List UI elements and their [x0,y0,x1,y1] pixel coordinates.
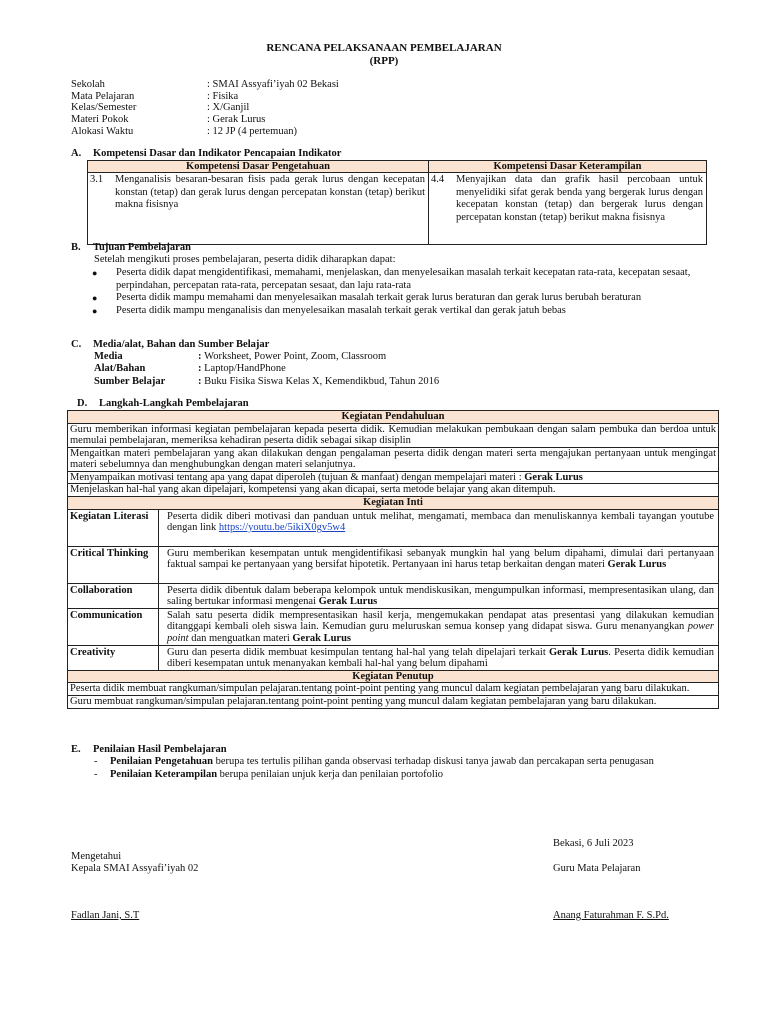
kd-keterampilan-cell [429,173,707,245]
materi-emphasis: Gerak Lurus [318,596,378,608]
kompetensi-table [87,160,707,245]
list-item: ● Peserta didik mampu memahami dan menyelesaikan masalah terkait gerak lurus beraturan dan gerak lurus berubah beraturan [92,292,642,304]
section-number: B. [71,242,81,253]
kd-number: 4.4 [431,174,445,185]
kd-text: Menyajikan data dan grafik hasil percobaan untuk menyelidiki sifat gerak benda yang bergerak lurus dengan kecepatan konstan (tetap) dan bergerak lurus dengan percepatan konstan (tetap) berikut makna fisisnya [456,174,703,223]
signature-name-kepala: Fadlan Jani, S.T [71,910,140,921]
identity-value: : SMAI Assyafi’iyah 02 Bekasi [207,79,339,90]
activity-label: Communication [68,608,159,645]
pendahuluan-header: Kegiatan Pendahuluan [68,411,719,424]
activity-description: Guru memberikan kesempatan untuk mengidentifikasi sebanyak mungkin hal yang belum dipahami, dimulai dari pertanyaan faktual sampai ke pertanyaan yang bersifat hipotetik. Pertanyaan ini harus tetap berkaitan dengan materi Gerak Lurus [159,546,719,583]
identity-label: Alokasi Waktu [71,125,134,137]
identity-value: : Fisika [207,90,239,102]
kd-keterampilan-header: Kompetensi Dasar Keterampilan [429,161,707,173]
materi-emphasis: Gerak Lurus [549,646,609,658]
signature-kepala-title: Kepala SMAI Assyafi’iyah 02 [71,863,199,874]
dash-icon: - [94,756,98,767]
identity-row [71,114,339,126]
section-b-heading [71,242,191,255]
signature-mengetahui: Mengetahui [71,851,122,862]
media-value: : Buku Fisika Siswa Kelas X, Kemendikbud, Tahun 2016 [198,376,439,388]
bullet-icon: ● [92,305,98,316]
media-row [94,363,439,375]
bullet-icon: ● [92,293,98,304]
list-item: ● Peserta didik mampu menganalisis dan menyelesaikan masalah terkait gerak vertikal dan gerak jatuh bebas [92,304,566,316]
media-label: Sumber Belajar [94,375,166,387]
section-title: Penilaian Hasil Pembelajaran [93,744,227,755]
activity-description: Peserta didik diberi motivasi dan panduan untuk melihat, mengamati, membaca dan menuliskannya kembali tayangan youtube dengan link https://youtu.be/5ikiX0gv5w4 [159,509,719,546]
section-c-heading [71,339,269,352]
signature-name-guru: Anang Faturahman F. S.Pd. [553,910,669,921]
identity-row [71,102,339,114]
kd-number: 3.1 [90,174,104,185]
media-row [94,376,439,388]
langkah-table [67,410,719,709]
list-item: - Penilaian Keterampilan berupa penilaian unjuk kerja dan penilaian portofolio [94,768,444,780]
penilaian-list [94,756,716,781]
section-number: C. [71,339,82,350]
identity-value: : X/Ganjil [207,102,250,114]
signature-guru-title: Guru Mata Pelajaran [553,863,641,874]
bullet-icon: ● [92,268,98,278]
inti-header: Kegiatan Inti [68,497,719,510]
signature-place-date: Bekasi, 6 Juli 2023 [553,838,634,849]
identity-row [71,79,339,91]
activity-label: Creativity [68,645,159,670]
section-number: A. [71,148,82,159]
materi-emphasis: Gerak Lurus [292,632,352,644]
identity-row [71,126,339,138]
list-item: - Penilaian Pengetahuan berupa tes tertulis pilihan ganda observasi terhadap diskusi tanya jawab dan percakapan serta penugasan [94,756,654,767]
tujuan-intro: Setelah mengikuti proses pembelajaran, peserta didik diharapkan dapat: [94,254,396,265]
kd-pengetahuan-cell [88,173,429,245]
kd-pengetahuan-header: Kompetensi Dasar Pengetahuan [88,161,429,173]
kd-text: Menganalisis besaran-besaran fisis pada gerak lurus dengan kecepatan konstan (tetap) dan gerak lurus dengan percepatan konstan (tetap) berikut makna fisisnya [115,174,425,211]
activity-description: Peserta didik dibentuk dalam beberapa kelompok untuk mendiskusikan, mengumpulkan informasi, mempresentasikan ulang, dan saling bertukar informasi mengenai Gerak Lurus [159,583,719,608]
section-title: Tujuan Pembelajaran [93,242,191,253]
penutup-row: Peserta didik membuat rangkuman/simpulan pelajaran.tentang point-point penting yang muncul dalam kegiatan pembelajaran yang baru dilakukan. [68,683,719,696]
activity-label: Collaboration [68,583,159,608]
identity-label: Mata Pelajaran [71,90,135,102]
section-title: Media/alat, Bahan dan Sumber Belajar [93,339,270,350]
tujuan-list [92,267,716,317]
identity-label: Kelas/Semester [71,102,137,114]
title-main: RENCANA PELAKSANAAN PEMBELAJARAN [266,42,502,54]
document-title [0,42,768,68]
identity-value: : 12 JP (4 pertemuan) [207,125,298,137]
dash-icon: - [94,768,98,780]
materi-emphasis: Gerak Lurus [524,471,583,483]
pendahuluan-row: Guru memberikan informasi kegiatan pembelajaran kepada peserta didik. Kemudian melakukan pembukaan dengan salam pembuka dan berdoa untuk memulai pembelajaran, memeriksa kehadiran peserta didik sebagai sikap disiplin [68,423,719,447]
title-sub: (RPP) [369,55,399,67]
section-title: Kompetensi Dasar dan Indikator Pencapaian Indikator [93,148,342,159]
identity-block [71,79,339,137]
youtube-link[interactable]: https://youtu.be/5ikiX0gv5w4 [218,522,346,534]
media-block [94,351,439,388]
identity-row [71,91,339,103]
section-e-heading [71,744,227,757]
identity-label: Sekolah [71,79,105,90]
identity-value: : Gerak Lurus [207,114,266,126]
section-d-heading [77,398,249,411]
section-number: E. [71,744,81,755]
identity-label: Materi Pokok [71,114,129,126]
section-a-heading [71,148,341,161]
penutup-header: Kegiatan Penutup [68,670,719,683]
media-value: : Worksheet, Power Point, Zoom, Classroom [198,351,386,363]
materi-emphasis: Gerak Lurus [607,559,667,571]
activity-label: Kegiatan Literasi [68,509,159,546]
list-item: ● Peserta didik dapat mengidentifikasi, memahami, menjelaskan, dan menyelesaikan masalah terkait kecepatan rata-rata, kecepatan sesaat, perpindahan, percepatan rata-rata, percepatan sesaat, dan laju rata-rata [92,267,691,291]
section-title: Langkah-Langkah Pembelajaran [99,398,249,409]
pendahuluan-row: Menyampaikan motivasi tentang apa yang dapat diperoleh (tujuan & manfaat) dengan mempelajari materi : Gerak Lurus [68,471,719,484]
activity-description: Guru dan peserta didik membuat kesimpulan tentang hal-hal yang telah dipelajari terkait Gerak Lurus. Peserta didik kemudian diberi kesempatan untuk menanyakan kembali hal-hal yang belum dipahami [159,645,719,670]
activity-label: Critical Thinking [68,546,159,583]
penutup-row: Guru membuat rangkuman/simpulan pelajaran.tentang point-point penting yang muncul dalam kegiatan pembelajaran yang baru dilakukan. [68,696,719,709]
section-number: D. [77,398,88,409]
media-label: Alat/Bahan [94,363,146,375]
media-label: Media [94,351,123,362]
media-row [94,351,439,363]
pendahuluan-row: Mengaitkan materi pembelajaran yang akan dilakukan dengan pengalaman peserta didik dengan materi serta mengajukan pertanyaan untuk mengingat materi sebelumnya dan menghubungkan dengan materi selanjutnya. [68,447,719,471]
media-value: : Laptop/HandPhone [198,363,286,375]
activity-description: Salah satu peserta didik mempresentasikan hasil kerja, mengemukakan pendapat atas presentasi yang dilakukan kemudian ditanggapi kembali oleh siswa lain. Kemudian guru meluruskan semua konsep yang didapat siswa. Guru menanyangkan power point dan menguatkan materi Gerak Lurus [159,608,719,645]
pendahuluan-row: Menjelaskan hal-hal yang akan dipelajari, kompetensi yang akan dicapai, serta metode belajar yang akan ditempuh. [68,484,719,497]
